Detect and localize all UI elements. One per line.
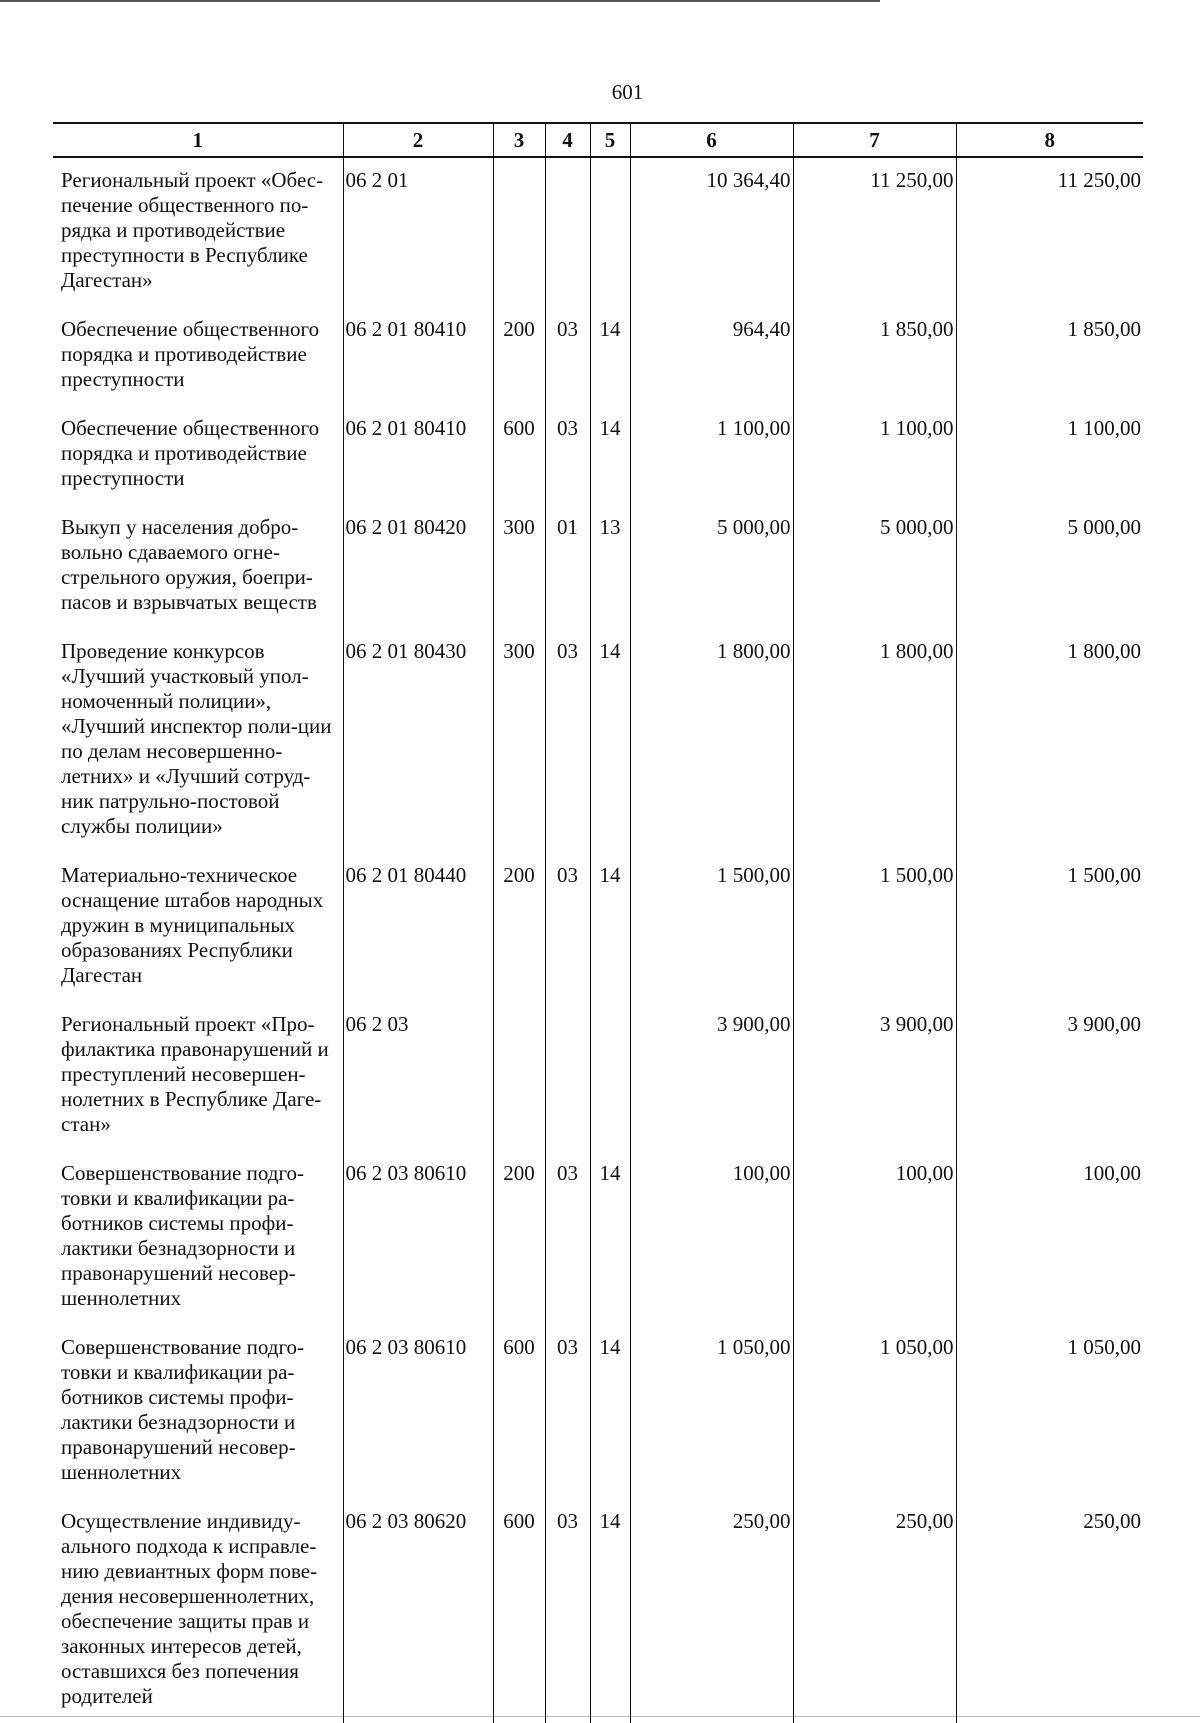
row-value-6: 1 800,00 bbox=[630, 629, 793, 853]
row-col-5: 14 bbox=[590, 1325, 630, 1499]
row-col-4: 03 bbox=[545, 1325, 590, 1499]
row-value-7: 1 050,00 bbox=[793, 1325, 956, 1499]
table-row bbox=[53, 406, 1143, 505]
row-value-8: 1 500,00 bbox=[956, 853, 1143, 1002]
row-code: 06 2 03 80610 bbox=[343, 1325, 493, 1499]
row-col-4 bbox=[545, 157, 590, 307]
row-value-8: 1 850,00 bbox=[956, 307, 1143, 406]
row-value-7: 100,00 bbox=[793, 1151, 956, 1325]
row-col-3: 300 bbox=[493, 505, 545, 629]
row-value-8: 1 050,00 bbox=[956, 1325, 1143, 1499]
row-value-6: 250,00 bbox=[630, 1499, 793, 1723]
table-row bbox=[53, 1499, 1143, 1723]
row-value-6: 10 364,40 bbox=[630, 157, 793, 307]
header-col-1: 1 bbox=[53, 123, 343, 157]
table-row bbox=[53, 1325, 1143, 1499]
row-code: 06 2 01 bbox=[343, 157, 493, 307]
row-value-6: 1 050,00 bbox=[630, 1325, 793, 1499]
row-value-8: 1 100,00 bbox=[956, 406, 1143, 505]
row-value-6: 964,40 bbox=[630, 307, 793, 406]
table-row bbox=[53, 853, 1143, 1002]
row-value-6: 3 900,00 bbox=[630, 1002, 793, 1151]
row-col-3 bbox=[493, 157, 545, 307]
row-code: 06 2 01 80430 bbox=[343, 629, 493, 853]
budget-table bbox=[53, 122, 1143, 1723]
header-col-6: 6 bbox=[630, 123, 793, 157]
row-value-7: 1 800,00 bbox=[793, 629, 956, 853]
row-col-5: 14 bbox=[590, 1151, 630, 1325]
row-value-6: 100,00 bbox=[630, 1151, 793, 1325]
row-col-4: 03 bbox=[545, 629, 590, 853]
header-col-4: 4 bbox=[545, 123, 590, 157]
header-col-2: 2 bbox=[343, 123, 493, 157]
row-col-5 bbox=[590, 157, 630, 307]
row-value-6: 1 100,00 bbox=[630, 406, 793, 505]
row-code: 06 2 03 80620 bbox=[343, 1499, 493, 1723]
row-col-3: 600 bbox=[493, 1499, 545, 1723]
row-value-6: 5 000,00 bbox=[630, 505, 793, 629]
row-col-4: 03 bbox=[545, 406, 590, 505]
header-col-3: 3 bbox=[493, 123, 545, 157]
row-name: Осуществление индивиду-ального подхода к исправле-нию девиантных форм пове-дения несовершеннолетних, обеспечение защиты прав и законных интересов детей, оставшихся без попечения родителей bbox=[53, 1499, 343, 1723]
row-value-8: 1 800,00 bbox=[956, 629, 1143, 853]
row-name: Совершенствование подго-товки и квалификации ра-ботников системы профи-лактики безнадзорности и правонарушений несовер-шеннолетних bbox=[53, 1325, 343, 1499]
row-col-3: 300 bbox=[493, 629, 545, 853]
row-name: Региональный проект «Обес-печение общественного по-рядка и противодействие преступности в Республике Дагестан» bbox=[53, 157, 343, 307]
row-value-8: 3 900,00 bbox=[956, 1002, 1143, 1151]
row-col-4: 03 bbox=[545, 1499, 590, 1723]
table-row bbox=[53, 1151, 1143, 1325]
row-col-5: 14 bbox=[590, 629, 630, 853]
budget-table-container bbox=[53, 122, 1143, 1723]
table-row bbox=[53, 505, 1143, 629]
row-value-7: 1 850,00 bbox=[793, 307, 956, 406]
table-row bbox=[53, 157, 1143, 307]
row-value-8: 100,00 bbox=[956, 1151, 1143, 1325]
row-col-3: 600 bbox=[493, 1325, 545, 1499]
row-col-5: 13 bbox=[590, 505, 630, 629]
table-row bbox=[53, 307, 1143, 406]
row-value-7: 250,00 bbox=[793, 1499, 956, 1723]
row-value-6: 1 500,00 bbox=[630, 853, 793, 1002]
row-col-5: 14 bbox=[590, 853, 630, 1002]
row-col-4 bbox=[545, 1002, 590, 1151]
row-col-4: 03 bbox=[545, 1151, 590, 1325]
row-col-5: 14 bbox=[590, 406, 630, 505]
row-value-8: 11 250,00 bbox=[956, 157, 1143, 307]
row-name: Обеспечение общественного порядка и противодействие преступности bbox=[53, 406, 343, 505]
row-col-5: 14 bbox=[590, 307, 630, 406]
row-value-7: 3 900,00 bbox=[793, 1002, 956, 1151]
row-col-5: 14 bbox=[590, 1499, 630, 1723]
row-col-3: 200 bbox=[493, 307, 545, 406]
header-col-7: 7 bbox=[793, 123, 956, 157]
row-code: 06 2 01 80410 bbox=[343, 406, 493, 505]
row-col-4: 01 bbox=[545, 505, 590, 629]
row-col-4: 03 bbox=[545, 853, 590, 1002]
row-col-3: 600 bbox=[493, 406, 545, 505]
row-value-7: 1 500,00 bbox=[793, 853, 956, 1002]
row-col-3: 200 bbox=[493, 1151, 545, 1325]
row-value-8: 5 000,00 bbox=[956, 505, 1143, 629]
row-name: Обеспечение общественного порядка и противодействие преступности bbox=[53, 307, 343, 406]
table-row bbox=[53, 1002, 1143, 1151]
row-value-7: 11 250,00 bbox=[793, 157, 956, 307]
row-name: Проведение конкурсов «Лучший участковый упол-номоченный полиции», «Лучший инспектор поли-ции по делам несовершенно-летних» и «Лучший сотруд-ник патрульно-постовой службы полиции» bbox=[53, 629, 343, 853]
header-col-5: 5 bbox=[590, 123, 630, 157]
row-value-8: 250,00 bbox=[956, 1499, 1143, 1723]
row-name: Материально-техническое оснащение штабов народных дружин в муниципальных образованиях Республики Дагестан bbox=[53, 853, 343, 1002]
row-code: 06 2 01 80410 bbox=[343, 307, 493, 406]
row-code: 06 2 01 80440 bbox=[343, 853, 493, 1002]
row-col-4: 03 bbox=[545, 307, 590, 406]
row-code: 06 2 01 80420 bbox=[343, 505, 493, 629]
header-row bbox=[53, 123, 1143, 157]
row-col-3 bbox=[493, 1002, 545, 1151]
table-row bbox=[53, 629, 1143, 853]
row-value-7: 5 000,00 bbox=[793, 505, 956, 629]
row-code: 06 2 03 80610 bbox=[343, 1151, 493, 1325]
row-value-7: 1 100,00 bbox=[793, 406, 956, 505]
row-col-3: 200 bbox=[493, 853, 545, 1002]
row-name: Выкуп у населения добро-вольно сдаваемого огне-стрельного оружия, боепри-пасов и взрывчатых веществ bbox=[53, 505, 343, 629]
row-name: Совершенствование подго-товки и квалификации ра-ботников системы профи-лактики безнадзорности и правонарушений несовер-шеннолетних bbox=[53, 1151, 343, 1325]
page-number: 601 bbox=[611, 80, 644, 104]
header-col-8: 8 bbox=[956, 123, 1143, 157]
row-name: Региональный проект «Про-филактика правонарушений и преступлений несовершен-нолетних в Республике Даге-стан» bbox=[53, 1002, 343, 1151]
row-col-5 bbox=[590, 1002, 630, 1151]
row-code: 06 2 03 bbox=[343, 1002, 493, 1151]
scan-edge-top bbox=[0, 0, 880, 2]
